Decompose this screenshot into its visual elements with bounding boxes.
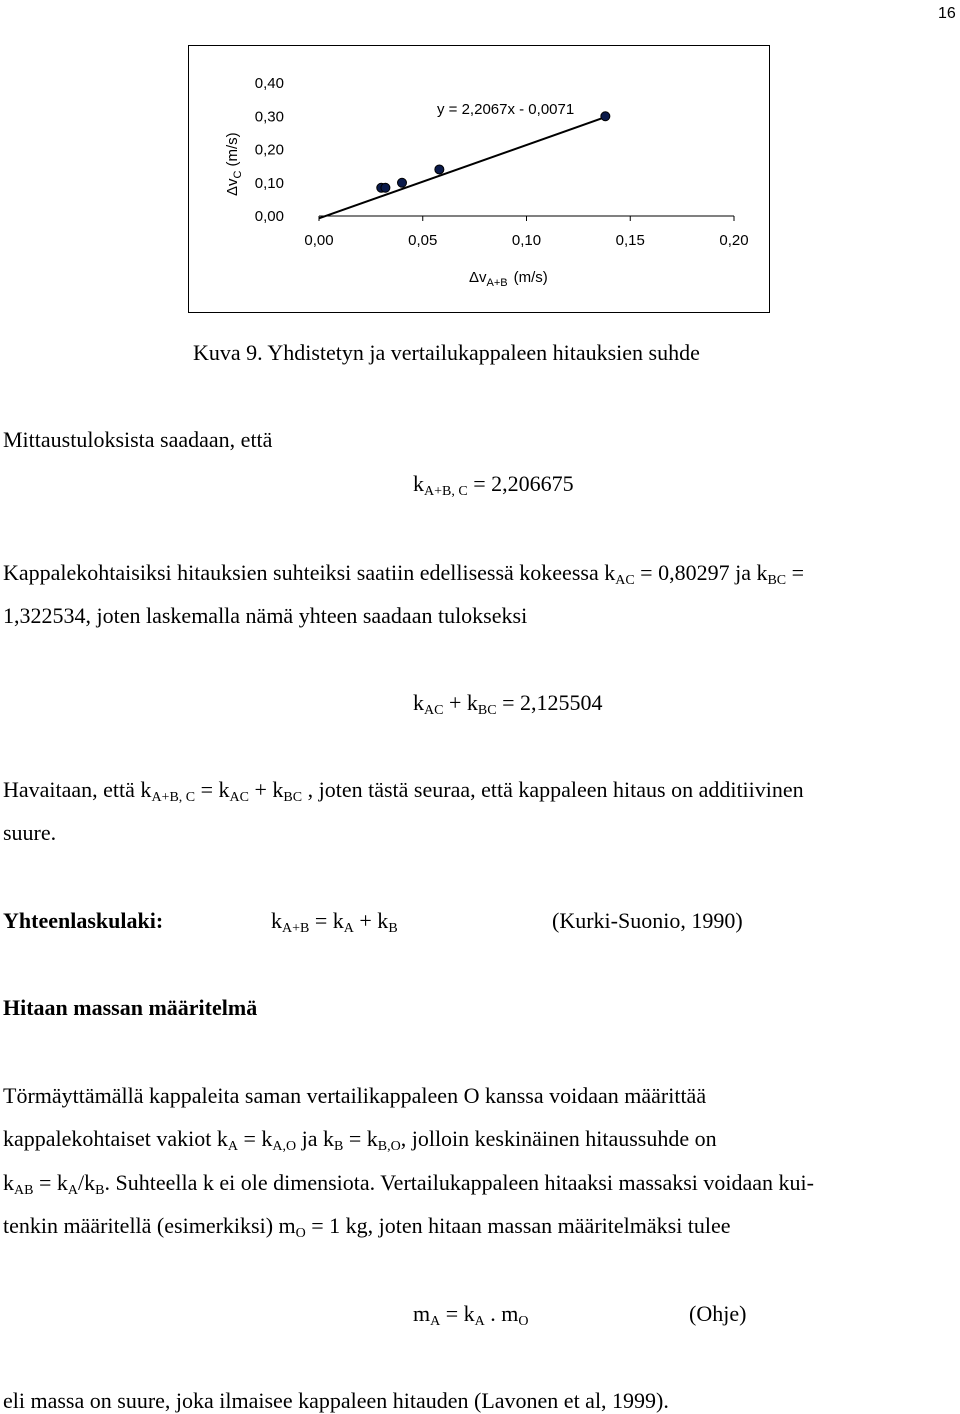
trendline — [319, 117, 605, 218]
x-axis-title — [469, 269, 548, 289]
y-ticks — [255, 75, 284, 225]
paragraph-4-line-4: tenkin määritellä (esimerkiksi) $m_O = 1$ kg, joten hitaan massan määritelmäksi tulee — [3, 1213, 731, 1241]
y-axis-title-unit: (m/s) — [224, 132, 241, 167]
data-point — [601, 112, 610, 121]
data-points — [377, 112, 610, 192]
x-tick-label: 0,20 — [719, 232, 749, 249]
y-tick-label: 0,00 — [254, 208, 284, 225]
x-ticks — [304, 216, 748, 249]
equation-3-reference: (Ohje) — [689, 1301, 747, 1326]
x-axis-title-unit: (m/s) — [513, 269, 548, 286]
x-tick-label: 0,10 — [511, 232, 542, 249]
figure-caption: Kuva 9. Yhdistetyn ja vertailukappaleen hitauksien suhde — [193, 340, 700, 365]
y-tick-label: 0,40 — [254, 75, 284, 92]
section-heading: Hitaan massan määritelmä — [3, 995, 258, 1020]
x-tick-label: 0,00 — [304, 232, 334, 249]
paragraph-1: Mittaustuloksista saadaan, että — [3, 427, 273, 452]
paragraph-3-line-2: suure. — [3, 820, 57, 845]
y-tick-label: 0,20 — [254, 141, 284, 159]
y-axis-title — [224, 132, 244, 196]
x-tick-label: 0,15 — [615, 232, 645, 249]
paragraph-2-line-2: 1,322534, joten laskemalla nämä yhteen saadaan tulokseksi — [3, 603, 528, 628]
law-equation: $k_{A+B} = k_A + k_B$ — [271, 908, 398, 936]
x-tick-label: 0,05 — [408, 232, 438, 249]
y-axis-title-sub: C — [232, 170, 244, 179]
trendline-label: y = 2,2067x - 0,0071 — [437, 101, 575, 118]
page-number: 16 — [938, 5, 956, 22]
paragraph-4: Törmäyttämällä kappaleita saman vertailikappaleen O kanssa voidaan määrittää — [3, 1083, 707, 1108]
y-tick-label: 0,30 — [254, 108, 284, 126]
equation-2: $k_{AC} + k_{BC} = 2,125504$ — [413, 690, 603, 718]
x-axis-title-sub: A+B — [486, 277, 508, 289]
paragraph-4-line-3: $k_{AB} = k_A/k_B$. Suhteella k ei ole dimensiota. Vertailukappaleen hitaaksi massaksi voidaan kui- — [3, 1170, 814, 1198]
equation-3: $m_A = k_A$ . $m_O$ — [413, 1301, 529, 1329]
data-point — [398, 178, 407, 187]
data-point — [381, 183, 390, 192]
paragraph-4-line-2: kappalekohtaiset vakiot $k_A = k_{A,O}$ ja $k_B = k_{B,O}$, jolloin keskinäinen hitaussuhde on — [3, 1126, 717, 1154]
chart-frame — [188, 45, 770, 313]
paragraph-2: Kappalekohtaisiksi hitauksien suhteiksi saatiin edellisessä kokeessa $k_{AC} = 0,80297$ ja $k_{BC}$ = — [3, 560, 805, 588]
paragraph-3: Havaitaan, että $k_{A+B, C} = k_{AC} + k_{BC}$ , joten tästä seuraa, että kappaleen hitaus on additiivinen — [3, 777, 804, 805]
y-tick-label: 0,10 — [254, 174, 284, 192]
law-reference: (Kurki-Suonio, 1990) — [552, 908, 743, 933]
x-axis-title-main: Δv — [469, 269, 487, 286]
data-point — [435, 165, 444, 174]
paragraph-5: eli massa on suure, joka ilmaisee kappaleen hitauden (Lavonen et al, 1999). — [3, 1388, 669, 1413]
law-label: Yhteenlaskulaki: — [3, 908, 164, 933]
equation-1: $k_{A+B, C} = 2,206675$ — [413, 471, 574, 499]
scatter-chart — [189, 46, 769, 312]
y-axis-title-main: Δv — [224, 178, 241, 196]
